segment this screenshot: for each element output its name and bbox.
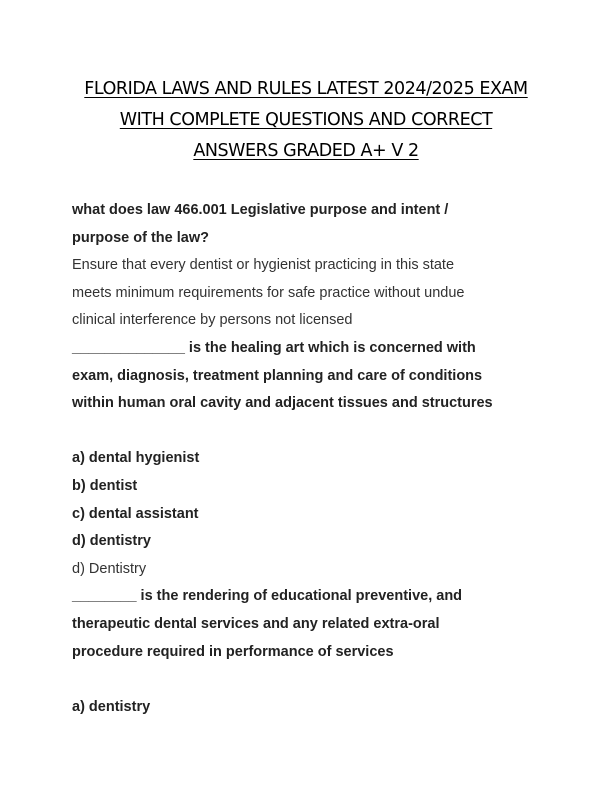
q1-answer-line-2: meets minimum requirements for safe practice without undue [72, 284, 465, 301]
q2-option-c: c) dental assistant [72, 505, 199, 522]
q3-option-a: a) dentistry [72, 698, 151, 715]
spacer [72, 418, 552, 446]
q1-question-line-1: what does law 466.001 Legislative purpose and intent / [72, 202, 449, 218]
q2-answer: d) Dentistry [72, 560, 147, 577]
q3-question-line-2: therapeutic dental services and any related extra-oral [72, 615, 440, 632]
q2-question-line-1: ______________ is the healing art which is concerned with [72, 339, 476, 356]
q2-option-a: a) dental hygienist [72, 450, 200, 467]
q1-answer-line-1: Ensure that every dentist or hygienist practicing in this state [72, 257, 455, 274]
title-line-3: ANSWERS GRADED A+ V 2 [193, 141, 419, 161]
q3-question-line-1: ________ is the rendering of educational preventive, and [72, 588, 463, 605]
spacer [72, 666, 552, 694]
document-body [72, 197, 552, 721]
title-line-1: FLORIDA LAWS AND RULES LATEST 2024/2025 EXAM [84, 79, 528, 99]
q2-question-line-2: exam, diagnosis, treatment planning and care of conditions [72, 367, 483, 384]
q1-answer-line-3: clinical interference by persons not licensed [72, 312, 353, 329]
q3-question-line-3: procedure required in performance of services [72, 643, 394, 660]
document-title [40, 74, 572, 167]
title-line-2: WITH COMPLETE QUESTIONS AND CORRECT [119, 110, 493, 130]
q2-option-b: b) dentist [72, 477, 138, 494]
q2-question-line-3: within human oral cavity and adjacent tissues and structures [72, 395, 493, 412]
q2-option-d: d) dentistry [72, 533, 151, 550]
q1-question-line-2: purpose of the law? [72, 229, 209, 246]
